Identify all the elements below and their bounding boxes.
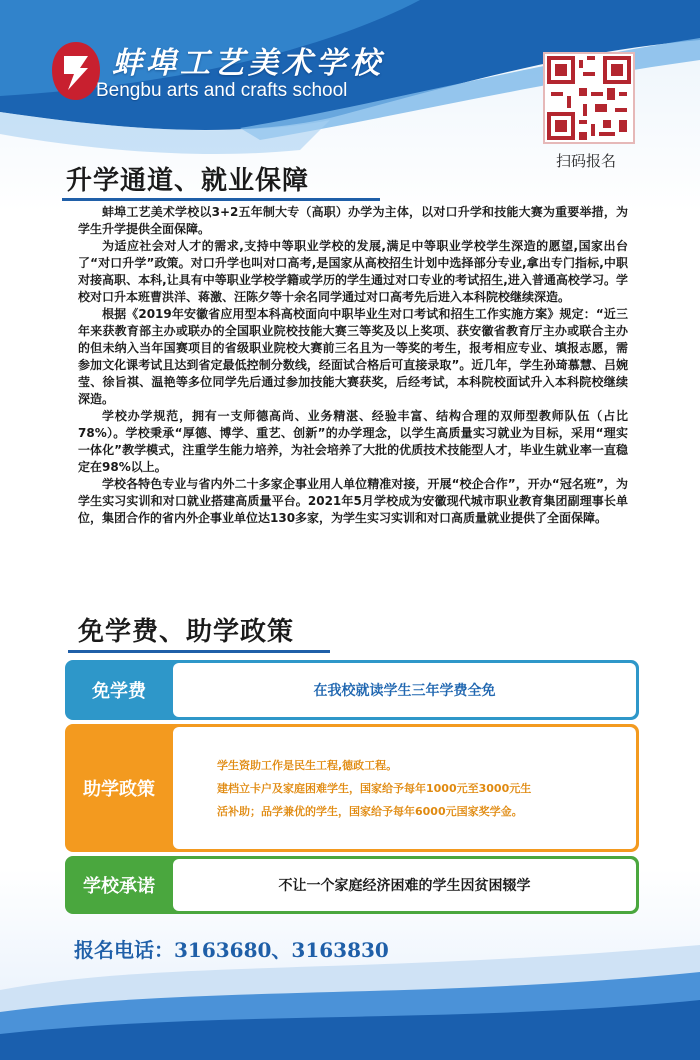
qr-code-icon [547,56,631,140]
policy-row-free-tuition [65,660,639,720]
policy-label: 免学费 [92,681,146,702]
policy-row-school-promise [65,856,639,914]
qr-code[interactable] [543,52,635,144]
paragraph: 学校各特色专业与省内外二十多家企事业用人单位精准对接，开展“校企合作”，开办“冠名班”，为学生实习实训和对口就业搭建高质量平台。2021年5月学校成为安徽现代城市职业教育集团副理事长单位，集团合作的省内外企事业单位达130多家，为学生实习实训和对口高质量就业提供了全面保障。 [78,477,628,525]
policy-label: 学校承诺 [83,876,155,897]
policy-content: 不让一个家庭经济困难的学生因贫困辍学 [173,859,636,911]
school-name-cn: 蚌埠工艺美术学校 [112,46,384,81]
aid-line: 活补助；品学兼优的学生，国家给予每年6000元国家奖学金。 [217,804,523,818]
signup-phone[interactable]: 报名电话：3163680、3163830 [74,938,389,962]
policy-content [173,727,636,849]
policy-label: 助学政策 [83,779,155,800]
section-underline [62,198,380,201]
paragraph: 根据《2019年安徽省应用型本科高校面向中职毕业生对口考试和招生工作实施方案》规定：“近三年来获教育部主办或联办的全国职业院校技能大赛三等奖及以上奖项、获安徽省教育厅主办或联合主办的但未纳入当年国赛项目的省级职业院校大赛前三名且为一等奖的考生，报考相应专业、填报志愿，需参加文化课考试且达到省定最低控制分数线，经面试合格后可直接录取”。近几年，学生孙琦慕慧、吕婉莹、徐旨祺、温艳等多位同学先后通过参加技能大赛获奖，后经考试，本科院校面试升入本科院校继续深造。 [78,307,628,406]
school-name-en: Bengbu arts and crafts school [96,80,348,101]
policy-content: 在我校就读学生三年学费全免 [173,663,636,717]
section-title-admission: 升学通道、就业保障 [66,166,310,196]
admission-body [78,204,628,527]
aid-lines [217,754,531,823]
section-title-tuition: 免学费、助学政策 [78,617,295,647]
aid-line: 学生资助工作是民生工程,德政工程。 [217,758,398,772]
aid-line: 建档立卡户及家庭困难学生，国家给予每年1000元至3000元生 [217,781,532,795]
paragraph: 蚌埠工艺美术学校以3+2五年制大专（高职）办学为主体，以对口升学和技能大赛为重要举措，为学生升学提供全面保障。 [78,205,628,236]
paragraph: 为适应社会对人才的需求,支持中等职业学校的发展,满足中等职业学校学生深造的愿望,国家出台了“对口升学”政策。对口升学也叫对口高考,是国家从高校招生计划中选择部分专业,拿出专门指标,中职对接高职、本科,让具有中等职业学校学籍或学历的学生通过对口专业的考试招生,进入普通高校学习。学校对口升本班曹洪洋、蒋激、汪陈夕等十余名同学通过对口高考先后进入本科院校继续深造。 [78,239,628,304]
section-underline [68,650,330,653]
qr-caption: 扫码报名 [556,152,617,170]
school-logo-icon [50,40,102,102]
paragraph: 学校办学规范，拥有一支师德高尚、业务精湛、经验丰富、结构合理的双师型教师队伍（占比78%）。学校秉承“厚德、博学、重艺、创新”的办学理念，以学生高质量实习就业为目标，采用“理实一体化”教学模式，注重学生能力培养，为社会培养了大批的优质技术技能型人才，毕业生就业率一直稳定在98%以上。 [78,409,628,474]
policy-row-financial-aid [65,724,639,852]
